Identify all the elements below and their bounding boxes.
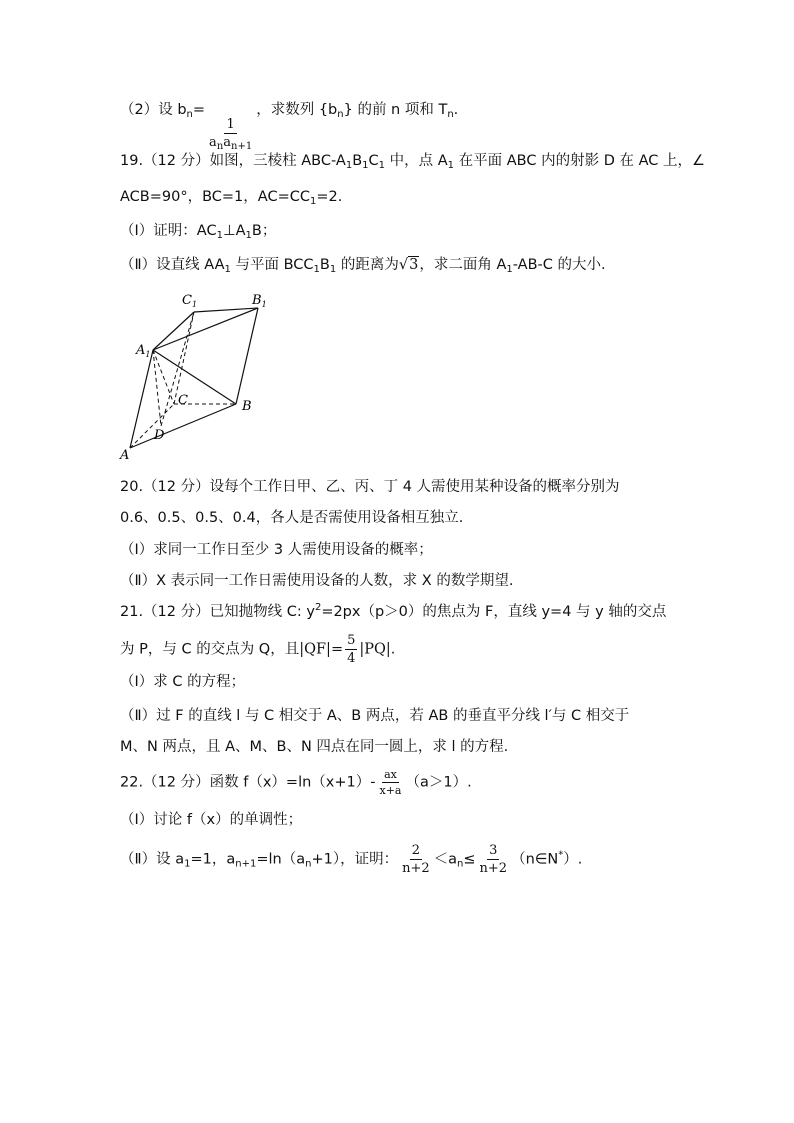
label-a: A	[120, 448, 130, 463]
text: B；	[251, 223, 277, 239]
text: =2px（p＞0）的焦点为 F，直线 y=4 与 y 轴的交点	[321, 604, 667, 620]
text: .	[453, 102, 459, 118]
fraction-denominator: n+2	[479, 861, 508, 876]
text: =	[192, 102, 206, 118]
text: （Ⅱ）设直线 AA	[120, 257, 225, 273]
q20-line1: 20.（12 分）设每个工作日甲、乙、丙、丁 4 人需使用某种设备的概率分别为	[120, 479, 620, 495]
fraction	[377, 769, 403, 796]
text: （2）设 b	[120, 102, 187, 118]
subscript: 1	[184, 858, 191, 870]
text: a	[209, 135, 217, 150]
q21-line2	[120, 634, 395, 665]
subscript: 1	[447, 160, 455, 171]
edge-b1-b	[236, 308, 258, 404]
q21-part1: （Ⅰ）求 C 的方程；	[120, 674, 246, 690]
subscript: 1	[216, 230, 223, 241]
text: C	[368, 153, 379, 169]
subscript: 1	[345, 160, 353, 171]
q18-part2-line	[120, 100, 459, 152]
label-a1: $A_1$	[136, 343, 151, 359]
fraction	[345, 634, 357, 665]
subscript: n	[186, 109, 193, 120]
edge-a1-b	[153, 350, 236, 404]
text: 在平面 ABC 内的射影 D 在 AC 上，∠	[454, 153, 705, 169]
subscript: 1	[362, 160, 369, 171]
fraction	[478, 844, 510, 875]
subscript: n	[337, 109, 344, 120]
text: 21.（12 分）已知抛物线 C: y	[120, 604, 315, 620]
text: ACB=90°，BC=1，AC=CC	[120, 189, 310, 205]
edge-d-c1	[161, 312, 194, 426]
subscript: n	[457, 858, 464, 870]
text: =2.	[316, 189, 343, 205]
fraction-denominator: x+a	[379, 784, 402, 797]
text: ⊥A	[222, 223, 246, 239]
text: .	[390, 641, 396, 658]
text: （Ⅰ）证明：AC	[120, 223, 217, 239]
edge-c-c1	[174, 312, 194, 404]
text: 与平面 BCC	[230, 257, 314, 273]
text: ，求数列 {b	[256, 102, 338, 118]
text: ）.	[563, 851, 583, 868]
subscript: 1	[309, 196, 317, 207]
fraction	[207, 117, 254, 152]
text: （n∈N	[511, 851, 559, 868]
q19-part1	[120, 221, 276, 241]
edge-a1-c	[153, 350, 174, 404]
text: （Ⅱ）设 a	[120, 851, 185, 868]
text: （a＞1）.	[405, 774, 472, 791]
label-b1: $B_1$	[252, 293, 267, 309]
fraction-denominator: 4	[347, 651, 356, 666]
subscript: n+1	[231, 141, 253, 152]
subscript: 1	[313, 264, 320, 275]
label-c1: $C_1$	[182, 293, 198, 309]
text: ＜a	[433, 851, 458, 868]
q20-line2: 0.6、0.5、0.5、0.4，各人是否需使用设备相互独立.	[120, 510, 464, 526]
text: 的距离为	[336, 257, 399, 273]
text: a	[223, 135, 232, 150]
q19-line1	[120, 151, 705, 171]
fraction-numerator: 3	[489, 843, 498, 858]
q21-part2-line1: （Ⅱ）过 F 的直线 l 与 C 相交于 A、B 两点，若 AB 的垂直平分线 l′与 C 相交于	[120, 708, 630, 724]
subscript: 1	[378, 160, 386, 171]
abs-pq: |PQ|	[359, 641, 391, 658]
subscript: n	[305, 858, 312, 870]
subscript: n	[216, 141, 224, 152]
q20-part2: （Ⅱ）X 表示同一工作日需使用设备的人数，求 X 的数学期望.	[120, 573, 514, 589]
prism-figure	[116, 288, 276, 468]
q21-line1	[120, 602, 666, 622]
q22-part1: （Ⅰ）讨论 f（x）的单调性；	[120, 812, 303, 828]
fraction-numerator: 5	[347, 633, 356, 648]
fraction-denominator: n+2	[402, 861, 430, 876]
text: =	[330, 641, 344, 658]
q20-part1: （Ⅰ）求同一工作日至少 3 人需使用设备的概率；	[120, 542, 433, 558]
superscript: *	[558, 849, 564, 861]
edge-a1-d	[153, 350, 161, 426]
fraction-numerator: ax	[384, 768, 397, 781]
fraction	[400, 844, 432, 875]
subscript: 1	[224, 264, 231, 275]
label-d: D	[154, 428, 165, 443]
label-b: B	[242, 399, 252, 414]
text: +1），证明：	[311, 851, 399, 868]
text: B	[319, 257, 330, 273]
fraction-numerator: 2	[411, 843, 421, 858]
text: 中，点 A	[385, 153, 448, 169]
subscript: n+1	[235, 858, 257, 870]
edge-a-b	[130, 404, 236, 448]
radicand: 3	[409, 257, 419, 273]
text: } 的前 n 项和 T	[343, 102, 448, 118]
fraction-numerator: 1	[226, 117, 235, 132]
subscript: 1	[245, 230, 252, 241]
subscript: n	[447, 109, 454, 120]
q19-part2	[120, 255, 606, 275]
text: 为 P，与 C 的交点为 Q，且	[120, 641, 300, 658]
q22-line1	[120, 769, 472, 796]
text: ，求二面角 A	[419, 257, 507, 273]
edge-a1-a	[130, 350, 153, 448]
edge-a1-b1	[153, 308, 258, 350]
subscript: 1	[329, 264, 337, 275]
text: B	[352, 153, 363, 169]
text: -AB-C 的大小.	[512, 257, 606, 273]
text: =ln（a	[256, 851, 306, 868]
q19-line2	[120, 187, 342, 207]
q22-part2	[120, 844, 582, 875]
text: ≤	[463, 851, 476, 868]
edge-a-c	[130, 404, 174, 448]
sqrt-expression: √3	[398, 257, 419, 273]
text: 22.（12 分）函数 f（x）=ln（x+1）-	[120, 774, 376, 791]
text: =1，a	[190, 851, 236, 868]
fraction-denominator	[207, 134, 254, 152]
label-c: C	[178, 393, 188, 408]
q21-part2-line2: M、N 两点，且 A、M、B、N 四点在同一圆上，求 l 的方程.	[120, 739, 509, 755]
subscript: 1	[506, 264, 513, 275]
edge-a1-c1	[153, 312, 194, 350]
text: 19.（12 分）如图，三棱柱 ABC-A	[120, 153, 346, 169]
superscript: 2	[314, 602, 322, 613]
abs-qf: |QF|	[299, 641, 331, 658]
